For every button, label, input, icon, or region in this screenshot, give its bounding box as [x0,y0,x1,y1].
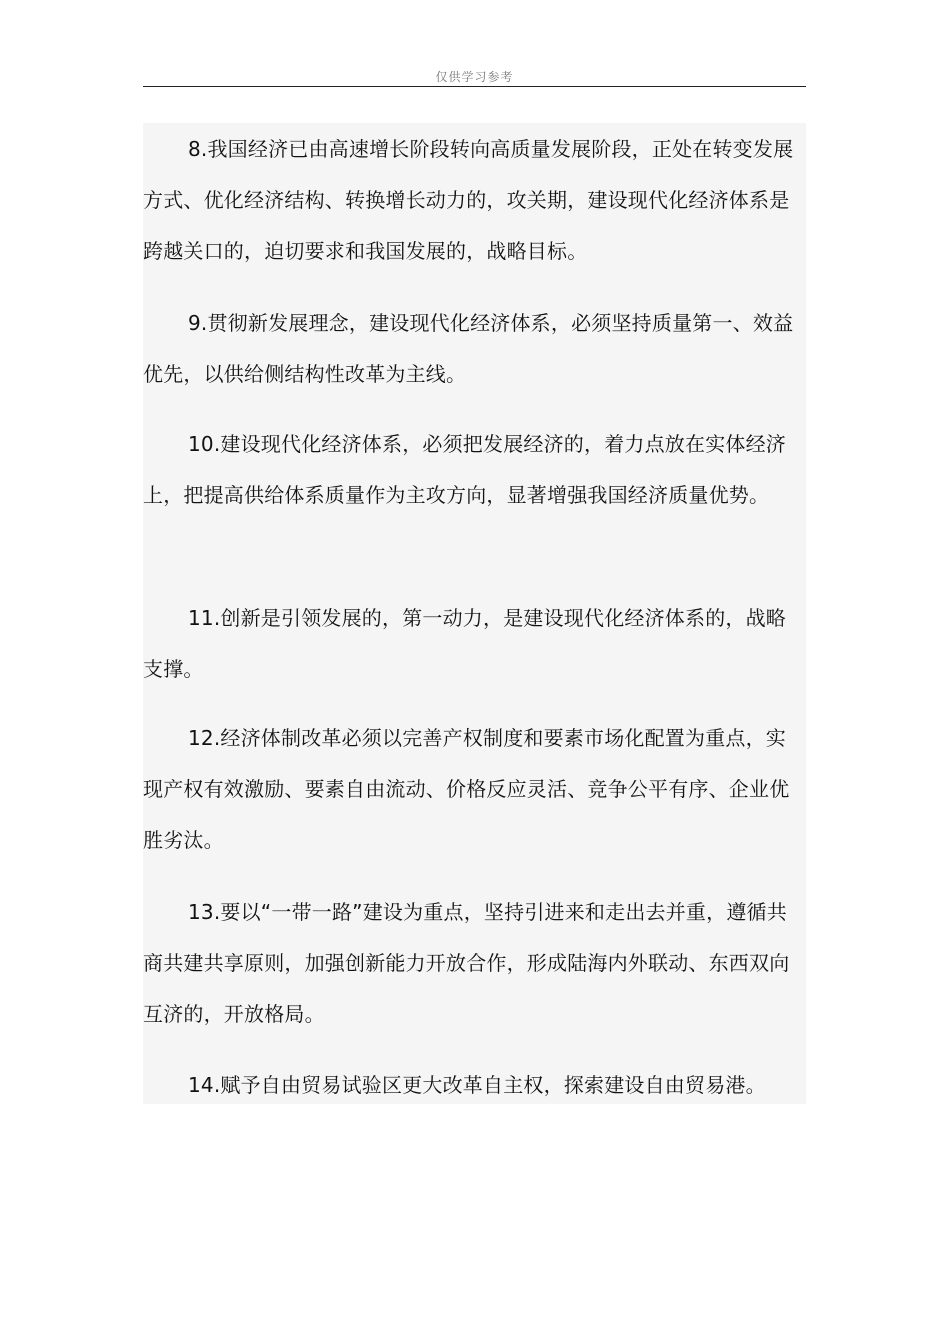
document-body [143,123,806,1104]
paragraph-12: 12.经济体制改革必须以完善产权制度和要素市场化配置为重点，实现产权有效激励、要素自由流动、价格反应灵活、竞争公平有序、企业优胜劣汰。 [143,726,790,852]
paragraph-13: 13.要以“一带一路”建设为重点，坚持引进来和走出去并重，遵循共商共建共享原则，加强创新能力开放合作，形成陆海内外联动、东西双向互济的，开放格局。 [143,900,790,1026]
page-header [143,66,806,87]
paragraph-14: 14.赋予自由贸易试验区更大改革自主权，探索建设自由贸易港。 [188,1073,766,1097]
header-text: 仅供学习参考 [435,70,514,84]
paragraph-10: 10.建设现代化经济体系，必须把发展经济的，着力点放在实体经济上，把提高供给体系质量作为主攻方向，显著增强我国经济质量优势。 [143,432,787,507]
paragraph-9: 9.贯彻新发展理念，建设现代化经济体系，必须坚持质量第一、效益优先，以供给侧结构性改革为主线。 [143,311,794,386]
paragraph-8: 8.我国经济已由高速增长阶段转向高质量发展阶段，正处在转变发展方式、优化经济结构、转换增长动力的，攻关期，建设现代化经济体系是跨越关口的，迫切要求和我国发展的，战略目标。 [143,137,794,263]
paragraph-11: 11.创新是引领发展的，第一动力，是建设现代化经济体系的，战略支撑。 [143,606,787,681]
